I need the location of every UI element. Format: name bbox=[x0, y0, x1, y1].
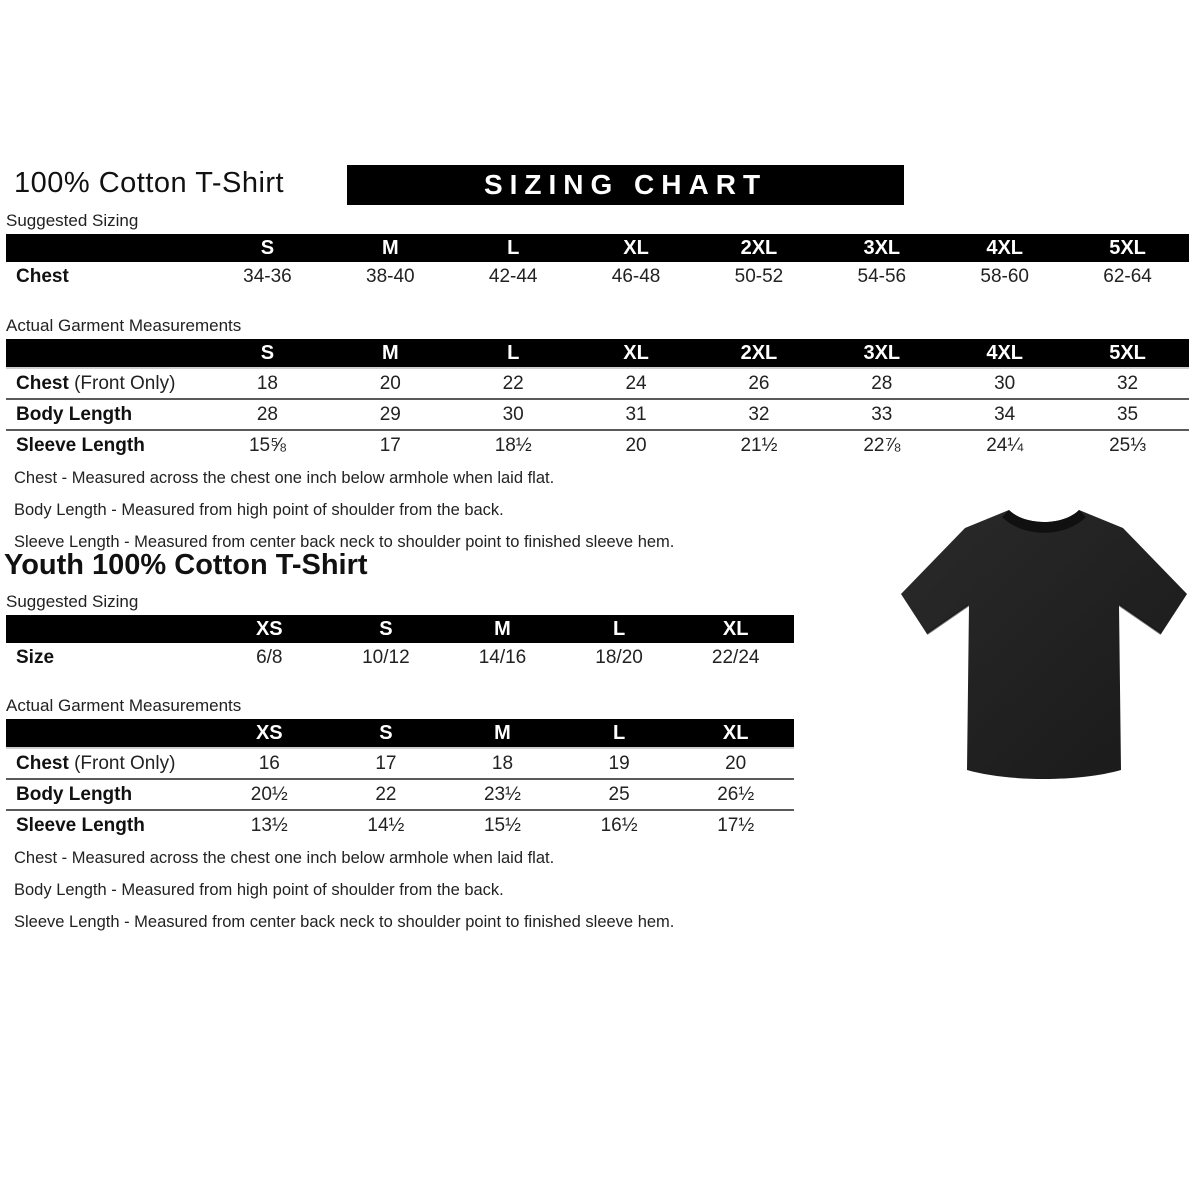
cell-value: 22 bbox=[452, 368, 575, 399]
cell-value: 18½ bbox=[494, 434, 532, 456]
table-row bbox=[6, 262, 1189, 291]
cell-value: 20 bbox=[329, 368, 452, 399]
cell-value: 30 bbox=[943, 368, 1066, 399]
size-header-blank bbox=[6, 719, 211, 748]
youth-title: Youth 100% Cotton T-Shirt bbox=[4, 549, 368, 581]
size-header-blank bbox=[6, 234, 206, 262]
cell-value: 26½ bbox=[677, 779, 794, 810]
youth-actual-table bbox=[6, 719, 794, 840]
tshirt-icon bbox=[893, 476, 1195, 808]
size-header-4xl: 4XL bbox=[943, 339, 1066, 368]
adult-measurement-notes bbox=[0, 462, 894, 558]
size-header-s: S bbox=[328, 719, 445, 748]
note-line: Body Length - Measured from high point of shoulder from the back. bbox=[14, 501, 504, 519]
cell-value: 19 bbox=[561, 748, 678, 779]
row-label: Sleeve Length bbox=[16, 814, 145, 836]
size-header-s: S bbox=[328, 615, 445, 643]
table-row bbox=[6, 399, 1189, 430]
cell-value: 32 bbox=[1066, 368, 1189, 399]
table-row bbox=[6, 748, 794, 779]
page-title: 100% Cotton T-Shirt bbox=[14, 167, 285, 199]
section-caption: Actual Garment Measurements bbox=[6, 316, 242, 335]
size-header-row bbox=[6, 615, 794, 643]
size-header-xs: XS bbox=[211, 719, 328, 748]
cell-value: 15½ bbox=[483, 814, 521, 836]
size-header-2xl: 2XL bbox=[698, 339, 821, 368]
note-line: Sleeve Length - Measured from center back neck to shoulder point to finished sleeve hem. bbox=[14, 533, 675, 551]
note-line: Body Length - Measured from high point of shoulder from the back. bbox=[14, 881, 504, 899]
cell-value: 54-56 bbox=[857, 265, 907, 287]
size-header-blank bbox=[6, 615, 211, 643]
table-row bbox=[6, 643, 794, 672]
size-header-row bbox=[6, 719, 794, 748]
size-header-3xl: 3XL bbox=[820, 339, 943, 368]
size-header-l: L bbox=[452, 339, 575, 368]
cell-value: 25⅓ bbox=[1109, 434, 1147, 456]
cell-value: 6/8 bbox=[256, 646, 283, 668]
cell-value: 30 bbox=[452, 399, 575, 430]
youth-actual-section bbox=[0, 696, 900, 840]
tshirt-photo bbox=[893, 476, 1195, 808]
section-caption: Suggested Sizing bbox=[6, 211, 139, 230]
section-caption: Actual Garment Measurements bbox=[6, 696, 242, 715]
cell-value: 31 bbox=[575, 399, 698, 430]
adult-suggested-table bbox=[6, 234, 1189, 291]
cell-value: 20 bbox=[677, 748, 794, 779]
cell-value: 20½ bbox=[211, 779, 328, 810]
row-label: Size bbox=[16, 646, 55, 668]
cell-value: 32 bbox=[698, 399, 821, 430]
cell-value: 26 bbox=[698, 368, 821, 399]
size-header-xl: XL bbox=[677, 719, 794, 748]
size-header-5xl: 5XL bbox=[1066, 339, 1189, 368]
adult-suggested-section bbox=[0, 211, 1200, 291]
cell-value: 16½ bbox=[600, 814, 638, 836]
size-header-xl: XL bbox=[575, 234, 698, 262]
size-header-4xl: 4XL bbox=[943, 234, 1066, 262]
cell-value: 34-36 bbox=[243, 265, 292, 287]
cell-value: 17½ bbox=[717, 814, 755, 836]
adult-actual-table bbox=[6, 339, 1189, 460]
size-header-row bbox=[6, 339, 1189, 368]
table-row bbox=[6, 430, 1189, 460]
table-row bbox=[6, 779, 794, 810]
row-label: Chest bbox=[16, 265, 69, 287]
cell-value: 34 bbox=[943, 399, 1066, 430]
cell-value: 21½ bbox=[740, 434, 778, 456]
youth-suggested-section bbox=[0, 592, 900, 672]
cell-value: 17 bbox=[379, 434, 401, 456]
size-header-xs: XS bbox=[211, 615, 328, 643]
size-header-l: L bbox=[561, 615, 678, 643]
header-row bbox=[0, 165, 1200, 207]
cell-value: 23½ bbox=[444, 779, 561, 810]
cell-value: 20 bbox=[625, 434, 647, 456]
cell-value: 38-40 bbox=[366, 265, 415, 287]
cell-value: 29 bbox=[329, 399, 452, 430]
cell-value: 16 bbox=[211, 748, 328, 779]
note-line: Sleeve Length - Measured from center back neck to shoulder point to finished sleeve hem. bbox=[14, 913, 675, 931]
size-header-s: S bbox=[206, 234, 329, 262]
youth-measurement-notes bbox=[0, 842, 894, 938]
size-header-xl: XL bbox=[677, 615, 794, 643]
cell-value: 15⅝ bbox=[248, 434, 286, 456]
cell-value: 14/16 bbox=[478, 646, 527, 668]
cell-value: 18 bbox=[206, 368, 329, 399]
size-header-xl: XL bbox=[575, 339, 698, 368]
sizing-chart-banner: SIZING CHART bbox=[347, 165, 904, 205]
size-header-m: M bbox=[444, 615, 561, 643]
cell-value: 42-44 bbox=[488, 265, 538, 287]
cell-value: 10/12 bbox=[362, 646, 410, 668]
size-header-blank bbox=[6, 339, 206, 368]
note-line: Chest - Measured across the chest one inch below armhole when laid flat. bbox=[14, 469, 555, 487]
cell-value: 17 bbox=[328, 748, 445, 779]
size-header-s: S bbox=[206, 339, 329, 368]
row-label: Body Length bbox=[6, 779, 211, 810]
cell-value: 18/20 bbox=[595, 646, 643, 668]
cell-value: 28 bbox=[206, 399, 329, 430]
cell-value: 14½ bbox=[367, 814, 405, 836]
size-header-row bbox=[6, 234, 1189, 262]
size-header-2xl: 2XL bbox=[698, 234, 821, 262]
cell-value: 35 bbox=[1066, 399, 1189, 430]
table-row bbox=[6, 810, 794, 840]
row-label: Body Length bbox=[6, 399, 206, 430]
cell-value: 13½ bbox=[250, 814, 288, 836]
table-row bbox=[6, 368, 1189, 399]
cell-value: 25 bbox=[561, 779, 678, 810]
row-label: Sleeve Length bbox=[16, 434, 145, 456]
cell-value: 22⅞ bbox=[863, 434, 901, 456]
size-header-l: L bbox=[452, 234, 575, 262]
size-header-m: M bbox=[329, 234, 452, 262]
cell-value: 22/24 bbox=[711, 646, 760, 668]
section-caption: Suggested Sizing bbox=[6, 592, 139, 611]
cell-value: 46-48 bbox=[611, 265, 661, 287]
row-label: Chest (Front Only) bbox=[6, 748, 211, 779]
size-header-m: M bbox=[444, 719, 561, 748]
size-header-l: L bbox=[561, 719, 678, 748]
note-line: Chest - Measured across the chest one inch below armhole when laid flat. bbox=[14, 849, 555, 867]
size-header-3xl: 3XL bbox=[820, 234, 943, 262]
cell-value: 62-64 bbox=[1103, 265, 1152, 287]
youth-suggested-table bbox=[6, 615, 794, 672]
size-header-m: M bbox=[329, 339, 452, 368]
cell-value: 18 bbox=[444, 748, 561, 779]
cell-value: 28 bbox=[820, 368, 943, 399]
cell-value: 24 bbox=[575, 368, 698, 399]
cell-value: 22 bbox=[328, 779, 445, 810]
cell-value: 33 bbox=[820, 399, 943, 430]
adult-actual-section bbox=[0, 316, 1200, 460]
cell-value: 58-60 bbox=[980, 265, 1029, 287]
row-label: Chest (Front Only) bbox=[6, 368, 206, 399]
cell-value: 50-52 bbox=[734, 265, 784, 287]
size-header-5xl: 5XL bbox=[1066, 234, 1189, 262]
cell-value: 24¼ bbox=[986, 434, 1024, 456]
